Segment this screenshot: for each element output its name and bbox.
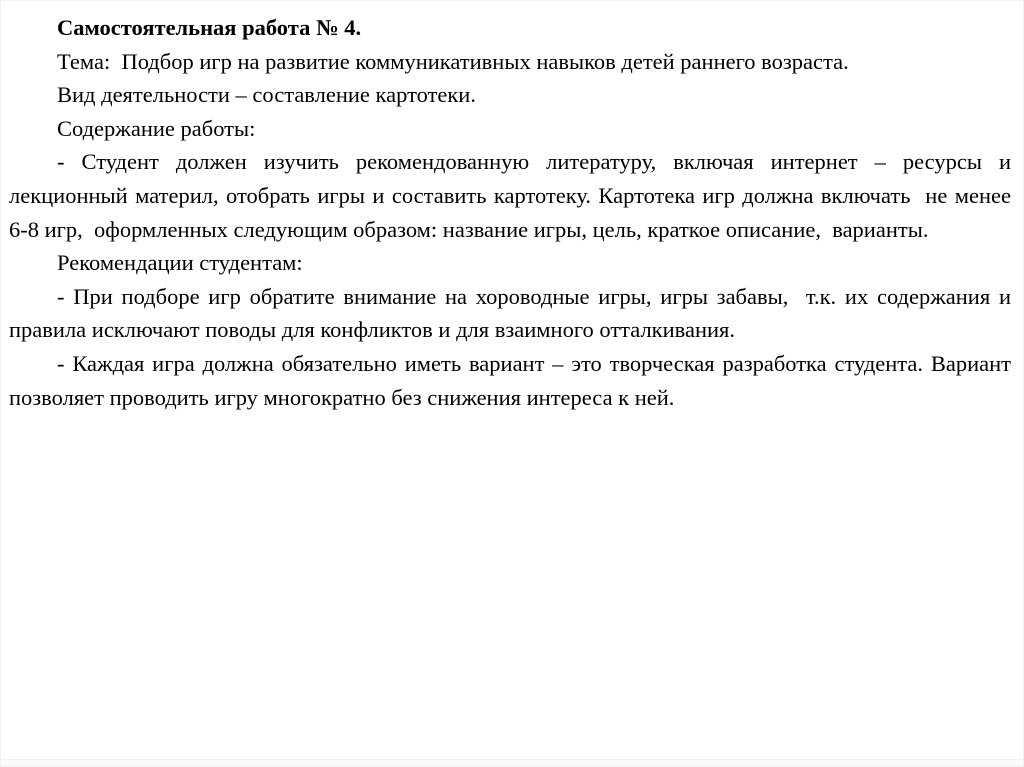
paragraph-theme: Тема: Подбор игр на развитие коммуникативных навыков детей раннего возраста.: [57, 48, 849, 74]
paragraph-recommendation-1: - При подборе игр обратите внимание на хороводные игры, игры забавы, т.к. их содержания и правила исключают поводы для конфликтов и для взаимного отталкивания.: [9, 283, 1017, 343]
slide-title: Самостоятельная работа № 4.: [57, 15, 362, 40]
paragraph-activity-type: Вид деятельности – составление картотеки.: [57, 82, 476, 108]
paragraph-recommendations-heading: Рекомендации студентам:: [57, 250, 303, 276]
paragraph-student-task: - Студент должен изучить рекомендованную литературу, включая интернет – ресурсы и лекционный материл, отобрать игры и составить картотеку. Картотека игр должна включать не менее 6-8 игр, оформленных следующим образом: название игры, цель, краткое описание, варианты.: [9, 149, 1017, 242]
paragraph-recommendation-2: - Каждая игра должна обязательно иметь вариант – это творческая разработка студента. Вариант позволяет проводить игру многократно без снижения интереса к ней.: [9, 350, 1017, 410]
paragraph-content-heading: Содержание работы:: [57, 115, 256, 141]
bottom-edge-strip: [1, 759, 1023, 766]
